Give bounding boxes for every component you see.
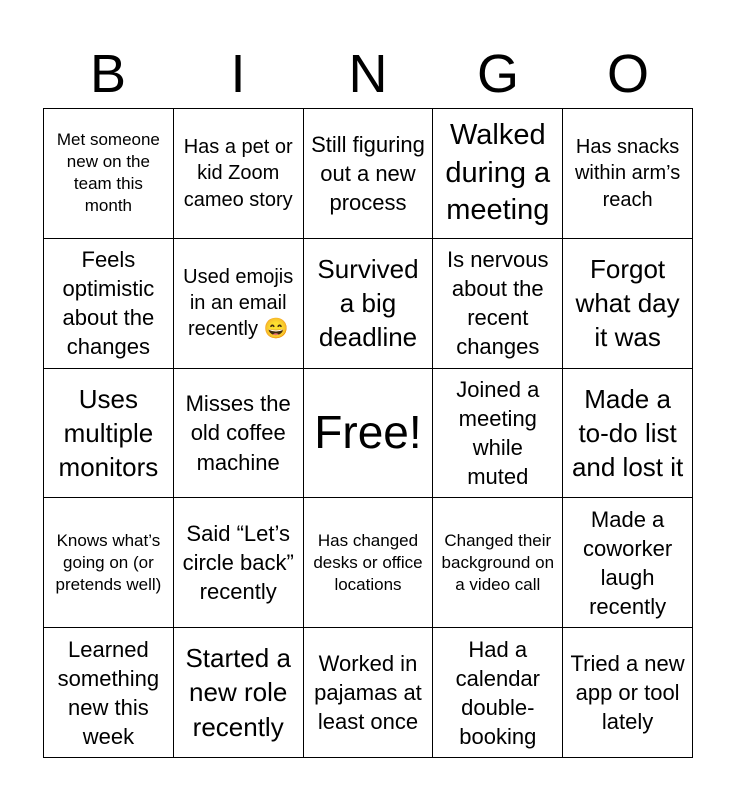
bingo-cell-text: Tried a new app or tool lately — [570, 651, 685, 735]
bingo-cell-text: Knows what’s going on (or pretends well) — [55, 530, 162, 594]
bingo-grid — [43, 108, 693, 758]
bingo-cell-text: Met someone new on the team this month — [56, 130, 160, 216]
bingo-cell-r2c2[interactable] — [174, 239, 304, 369]
bingo-cell-free[interactable] — [304, 369, 434, 499]
bingo-cell-text: Has a pet or kid Zoom cameo story — [183, 135, 293, 211]
bingo-cell-text: Changed their background on a video call — [441, 530, 555, 594]
bingo-cell-text: Had a calendar double-booking — [455, 636, 540, 749]
bingo-cell-r1c2[interactable] — [174, 109, 304, 239]
bingo-cell-r4c2[interactable] — [174, 498, 304, 628]
bingo-cell-text: Has changed desks or office locations — [313, 530, 423, 594]
bingo-cell-text: Worked in pajamas at least once — [314, 651, 422, 735]
header-letter-n: N — [348, 44, 388, 104]
bingo-cell-r3c1[interactable] — [44, 369, 174, 499]
bingo-cell-text: Started a new role recently — [185, 643, 291, 742]
bingo-cell-r5c2[interactable] — [174, 628, 304, 758]
bingo-cell-text: Misses the old coffee machine — [185, 391, 291, 475]
bingo-cell-text: Learned something new this week — [57, 636, 160, 749]
bingo-cell-text: Joined a meeting while muted — [456, 376, 540, 490]
bingo-cell-r5c5[interactable] — [563, 628, 693, 758]
bingo-cell-text: Uses multiple monitors — [58, 383, 159, 483]
bingo-cell-text: Has snacks within arm’s reach — [574, 135, 681, 211]
bingo-cell-r5c4[interactable] — [433, 628, 563, 758]
bingo-cell-text: Feels optimistic about the changes — [62, 247, 155, 360]
bingo-cell-r1c5[interactable] — [563, 109, 693, 239]
bingo-cell-text: Made a coworker laugh recently — [582, 506, 673, 619]
bingo-cell-text: Said “Let’s circle back” recently — [182, 521, 294, 605]
bingo-cell-text: Still figuring out a new process — [311, 131, 425, 215]
bingo-cell-r4c3[interactable] — [304, 498, 434, 628]
bingo-cell-r2c1[interactable] — [44, 239, 174, 369]
bingo-cell-r1c4[interactable] — [433, 109, 563, 239]
bingo-cell-r3c5[interactable] — [563, 369, 693, 499]
bingo-cell-r2c5[interactable] — [563, 239, 693, 369]
bingo-cell-r4c4[interactable] — [433, 498, 563, 628]
bingo-header — [43, 40, 693, 108]
bingo-cell-text: Forgot what day it was — [575, 253, 680, 353]
bingo-cell-r2c3[interactable] — [304, 239, 434, 369]
bingo-cell-text: Walked during a meeting — [445, 118, 551, 227]
bingo-cell-r5c1[interactable] — [44, 628, 174, 758]
header-letter-o: O — [606, 44, 649, 104]
bingo-cell-text: Free! — [314, 406, 422, 459]
bingo-cell-text: Used emojis in an email recently 😄 — [183, 265, 294, 341]
bingo-cell-text: Survived a big deadline — [317, 253, 419, 353]
bingo-cell-r1c3[interactable] — [304, 109, 434, 239]
bingo-cell-r3c2[interactable] — [174, 369, 304, 499]
bingo-cell-r3c4[interactable] — [433, 369, 563, 499]
bingo-cell-text: Made a to-do list and lost it — [571, 383, 684, 483]
bingo-cell-r5c3[interactable] — [304, 628, 434, 758]
header-letter-g: G — [476, 44, 519, 104]
bingo-cell-r4c5[interactable] — [563, 498, 693, 628]
bingo-cell-r2c4[interactable] — [433, 239, 563, 369]
bingo-cell-r1c1[interactable] — [44, 109, 174, 239]
bingo-cell-text: Is nervous about the recent changes — [447, 247, 549, 360]
bingo-cell-r4c1[interactable] — [44, 498, 174, 628]
header-letter-i: I — [230, 44, 246, 104]
header-letter-b: B — [89, 44, 127, 104]
